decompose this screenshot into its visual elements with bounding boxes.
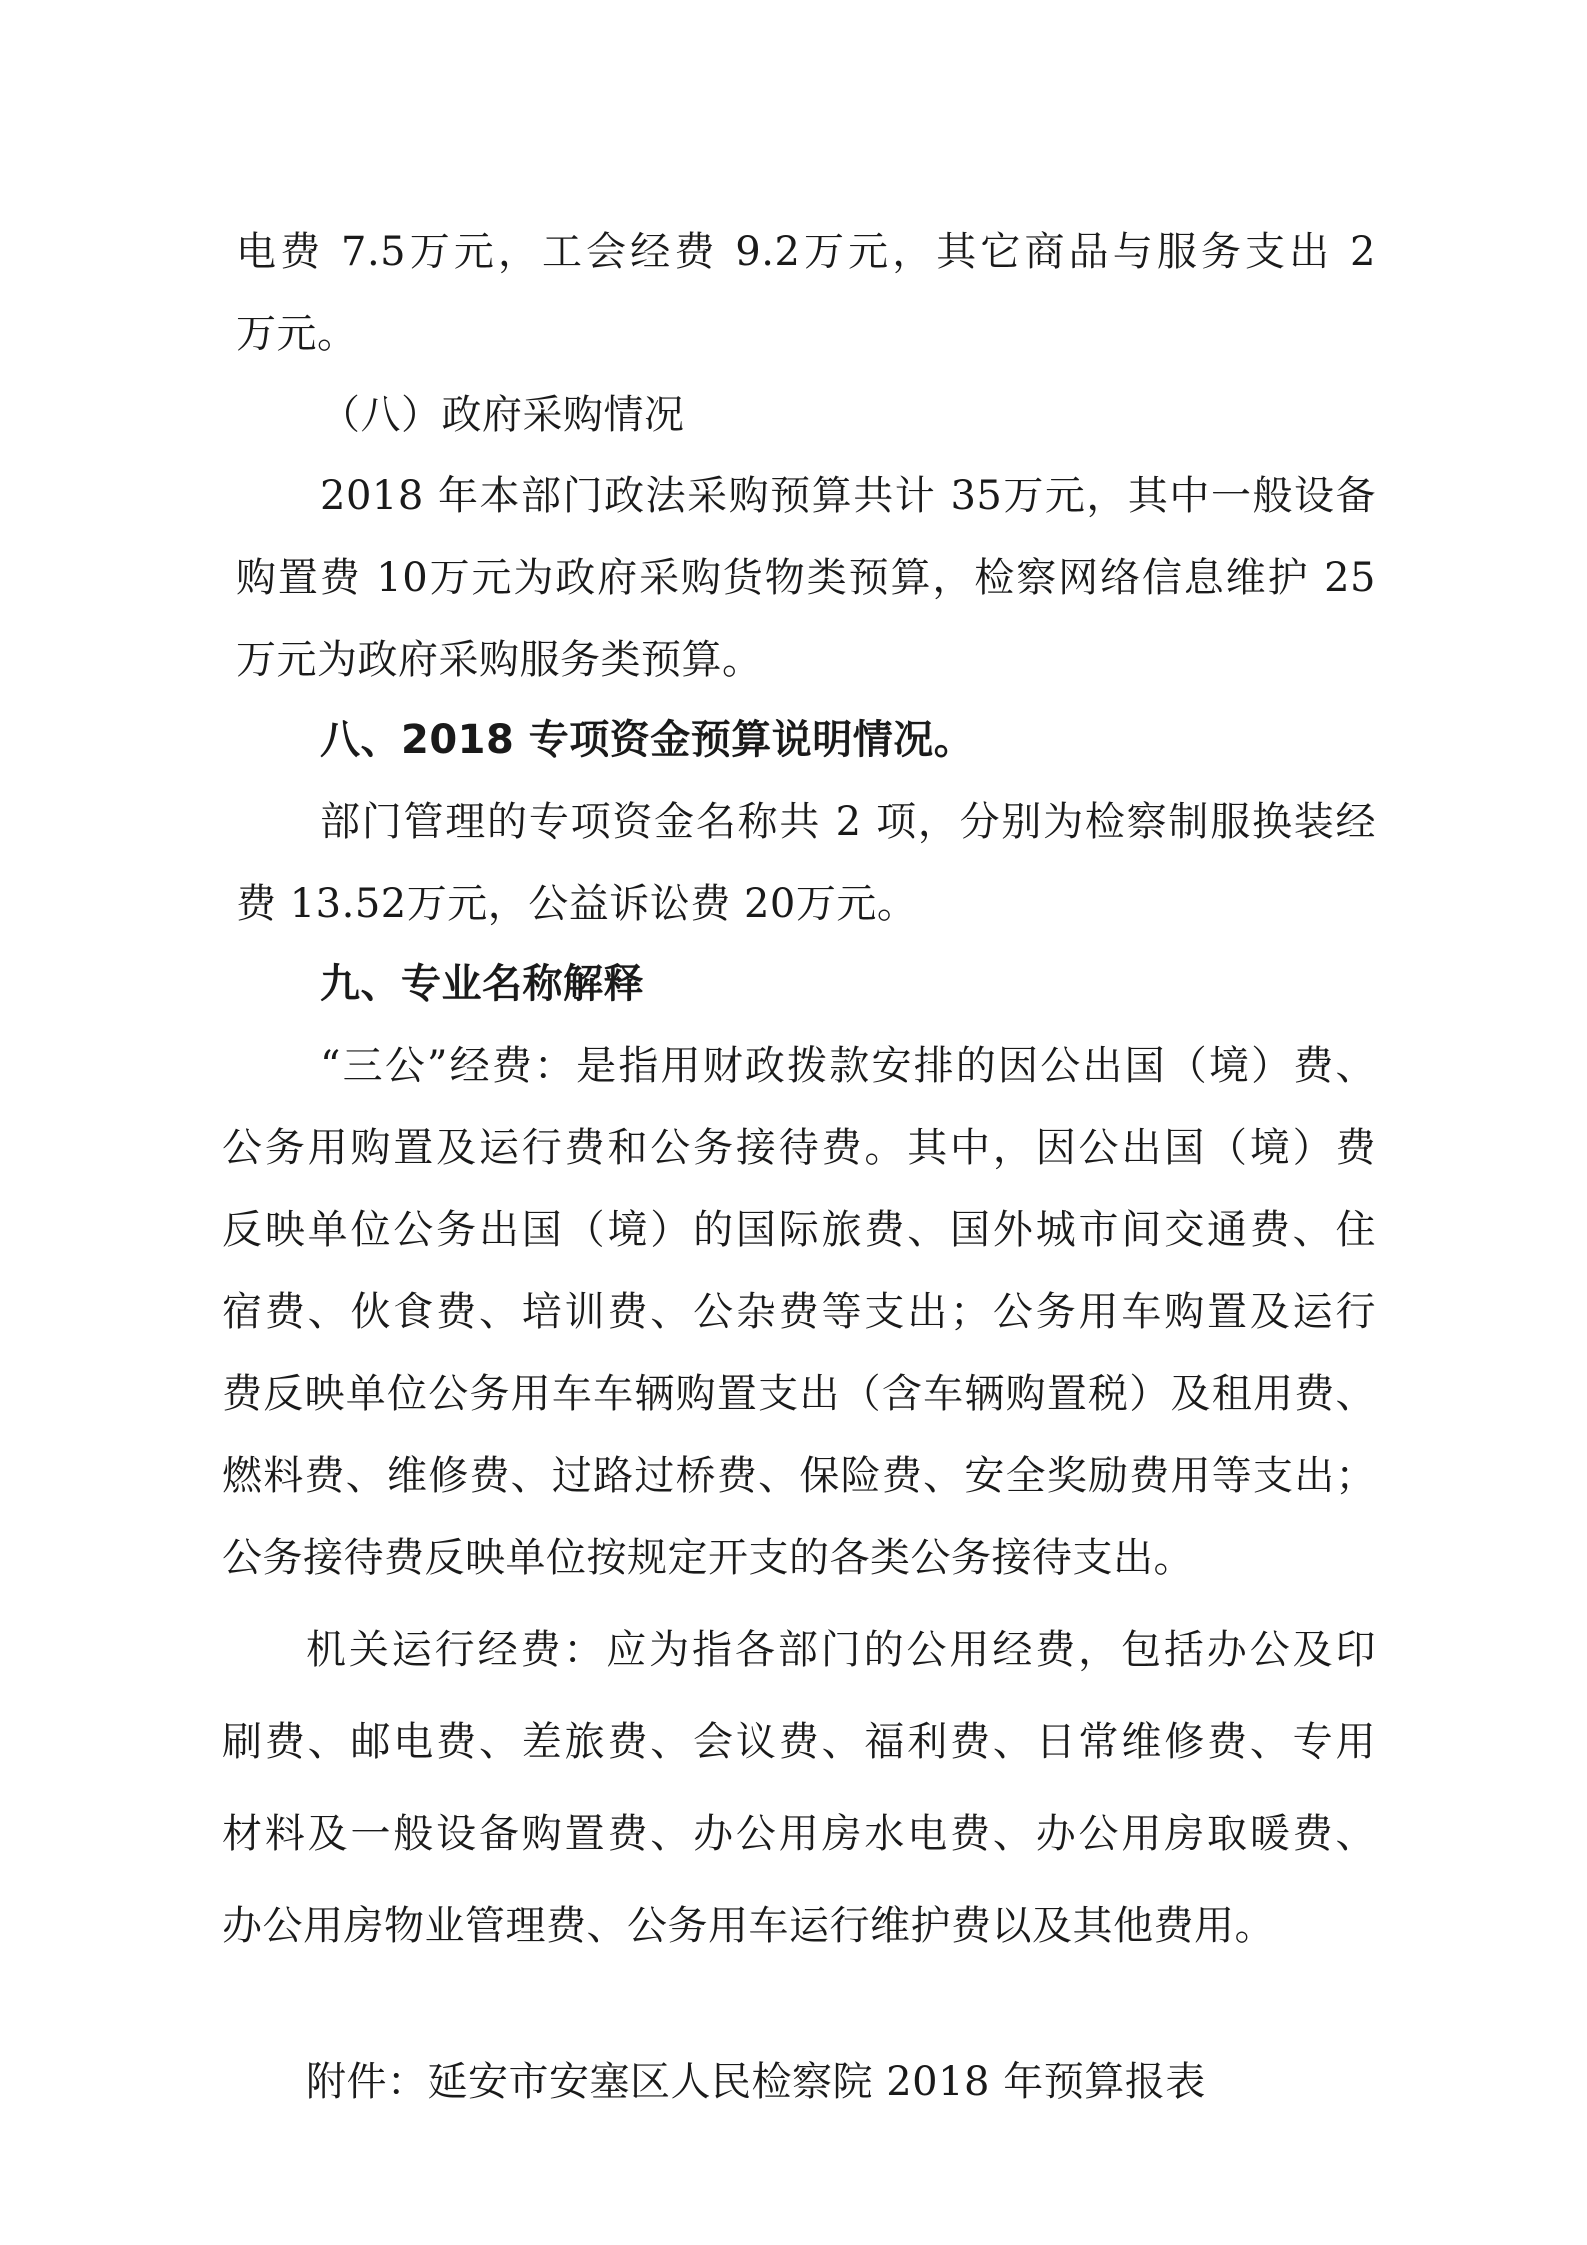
paragraph-line: 万元为政府采购服务类预算。 (236, 637, 763, 683)
paragraph-line: 机关运行经费：应为指各部门的公用经费，包括办公及印 (306, 1627, 1376, 1673)
paragraph-line: 刷费、邮电费、差旅费、会议费、福利费、日常维修费、专用 (222, 1719, 1376, 1765)
section-subheading: （八）政府采购情况 (320, 392, 685, 438)
paragraph-line: 费 13.52万元，公益诉讼费 20万元。 (236, 881, 918, 927)
paragraph-line: 购置费 10万元为政府采购货物类预算，检察网络信息维护 25 (236, 555, 1376, 601)
paragraph-line: “三公”经费：是指用财政拨款安排的因公出国（境）费、 (320, 1043, 1376, 1089)
paragraph-line: 部门管理的专项资金名称共 2 项，分别为检察制服换装经 (320, 799, 1376, 845)
section-heading: 八、2018 专项资金预算说明情况。 (320, 717, 975, 763)
paragraph-line: 公务接待费反映单位按规定开支的各类公务接待支出。 (222, 1535, 1194, 1581)
paragraph-line: 万元。 (236, 311, 358, 357)
paragraph-line: 材料及一般设备购置费、办公用房水电费、办公用房取暖费、 (222, 1811, 1376, 1857)
paragraph-line: 燃料费、维修费、过路过桥费、保险费、安全奖励费用等支出； (222, 1453, 1376, 1499)
attachment-note: 附件：延安市安塞区人民检察院 2018 年预算报表 (306, 2059, 1206, 2105)
section-heading: 九、专业名称解释 (320, 961, 644, 1007)
paragraph-line: 2018 年本部门政法采购预算共计 35万元，其中一般设备 (320, 473, 1376, 519)
paragraph-line: 宿费、伙食费、培训费、公杂费等支出；公务用车购置及运行 (222, 1289, 1376, 1335)
paragraph-line: 费反映单位公务用车车辆购置支出（含车辆购置税）及租用费、 (222, 1371, 1376, 1417)
paragraph-line: 电费 7.5万元，工会经费 9.2万元，其它商品与服务支出 2 (236, 229, 1376, 275)
paragraph-line: 公务用购置及运行费和公务接待费。其中，因公出国（境）费 (222, 1125, 1376, 1171)
paragraph-line: 反映单位公务出国（境）的国际旅费、国外城市间交通费、住 (222, 1207, 1376, 1253)
paragraph-line: 办公用房物业管理费、公务用车运行维护费以及其他费用。 (222, 1903, 1275, 1949)
